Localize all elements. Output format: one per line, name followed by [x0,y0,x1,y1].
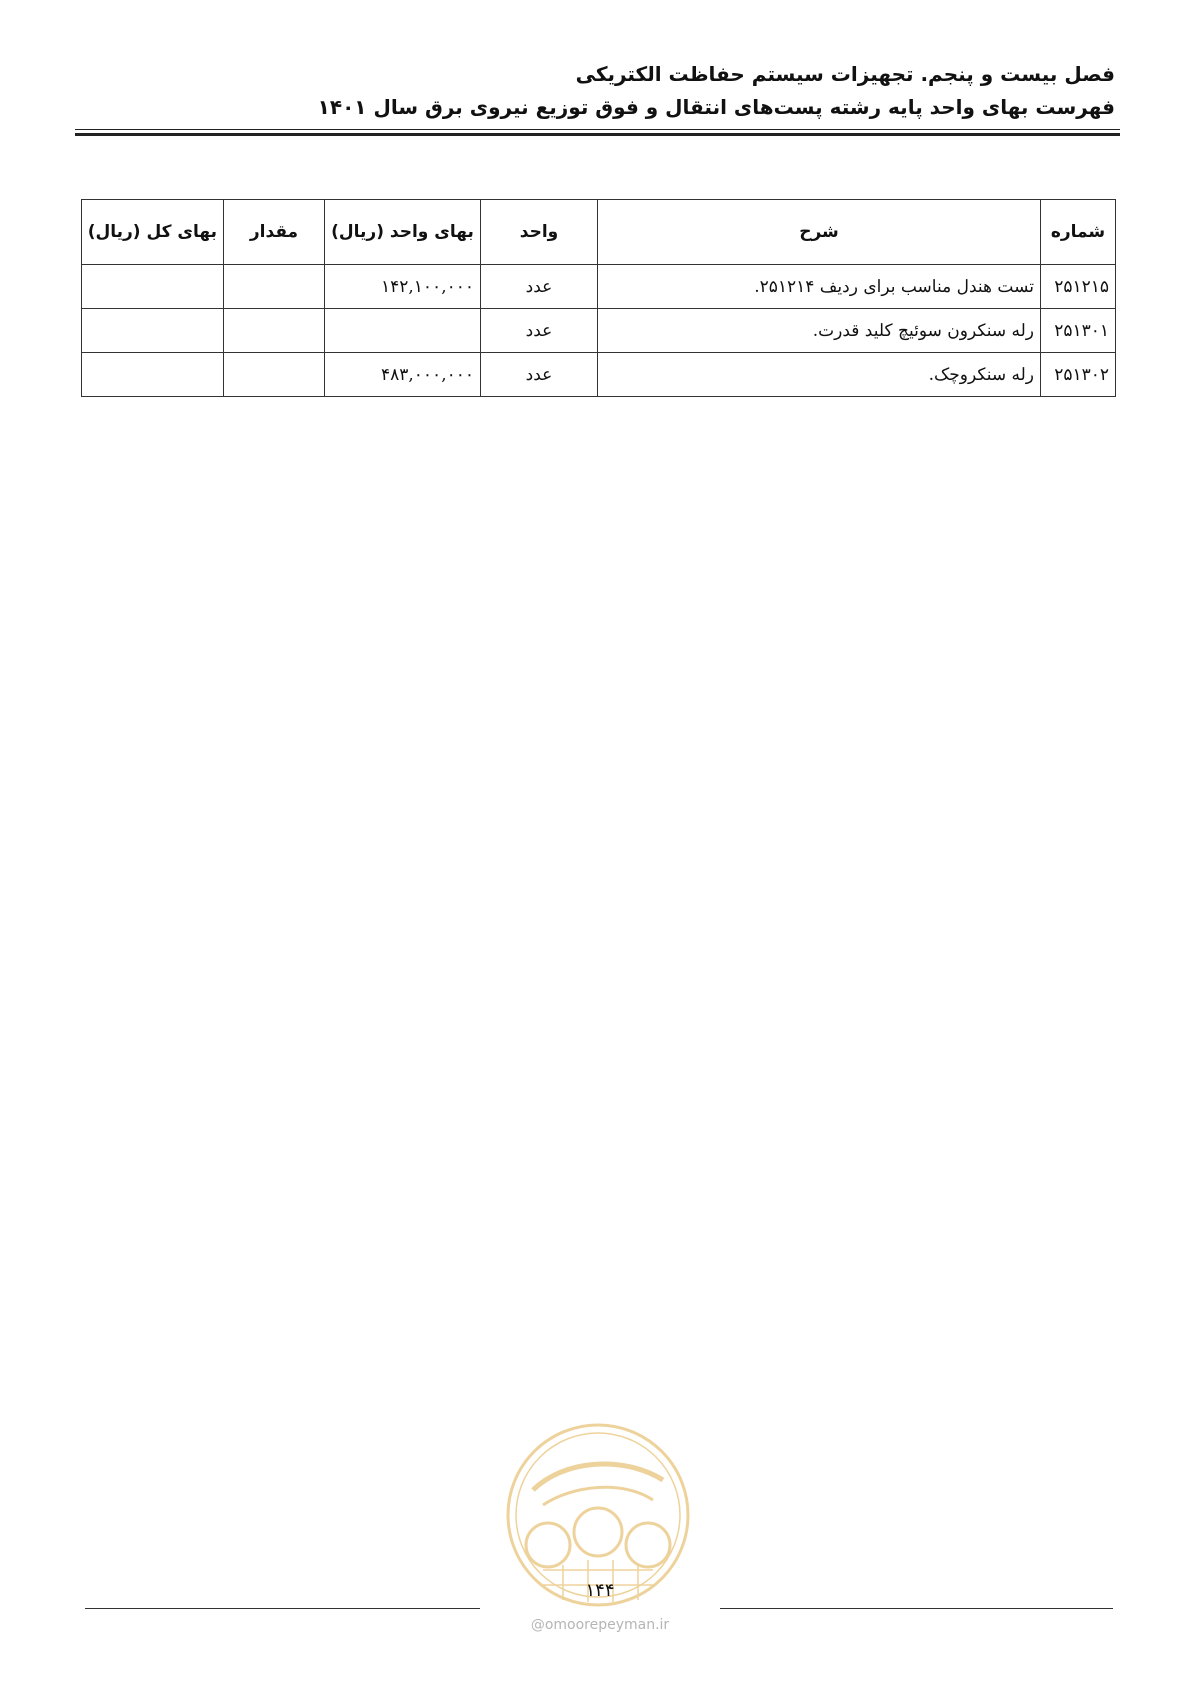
row-unit: عدد [481,265,598,309]
row-total-price [82,309,224,353]
website-watermark: @omoorepeyman.ir [530,1617,670,1633]
row-quantity [224,353,325,397]
list-title: فهرست بهای واحد پایه رشته پست‌های انتقال و فوق توزیع نیروی برق سال ۱۴۰۱ [317,95,1115,119]
page-number: ۱۴۴ [585,1580,615,1601]
header-rule-thin [75,129,1120,130]
col-header-total-price: بهای کل (ریال) [82,200,224,265]
row-unit-price: ۴۸۳,۰۰۰,۰۰۰ [325,353,481,397]
page-header [75,58,1115,124]
table-row [82,309,1116,353]
table-header-row [82,200,1116,265]
footer-rule-right [720,1608,1113,1609]
row-description: رله سنکرون سوئیچ کلید قدرت. [598,309,1041,353]
row-total-price [82,353,224,397]
row-unit-price [325,309,481,353]
row-description: رله سنکروچک. [598,353,1041,397]
table-row [82,265,1116,309]
row-number: ۲۵۱۳۰۲ [1041,353,1116,397]
row-unit-price: ۱۴۲,۱۰۰,۰۰۰ [325,265,481,309]
col-header-quantity: مقدار [224,200,325,265]
row-total-price [82,265,224,309]
chapter-title: فصل بیست و پنجم. تجهیزات سیستم حفاظت الکتریکی [575,62,1115,86]
col-header-number: شماره [1041,200,1116,265]
col-header-description: شرح [598,200,1041,265]
row-quantity [224,309,325,353]
col-header-unit-price: بهای واحد (ریال) [325,200,481,265]
row-quantity [224,265,325,309]
price-table [81,199,1116,397]
table-row [82,353,1116,397]
header-rule-thick [75,133,1120,136]
row-number: ۲۵۱۲۱۵ [1041,265,1116,309]
row-number: ۲۵۱۳۰۱ [1041,309,1116,353]
row-unit: عدد [481,309,598,353]
col-header-unit: واحد [481,200,598,265]
row-unit: عدد [481,353,598,397]
footer-rule-left [85,1608,480,1609]
row-description: تست هندل مناسب برای ردیف ۲۵۱۲۱۴. [598,265,1041,309]
